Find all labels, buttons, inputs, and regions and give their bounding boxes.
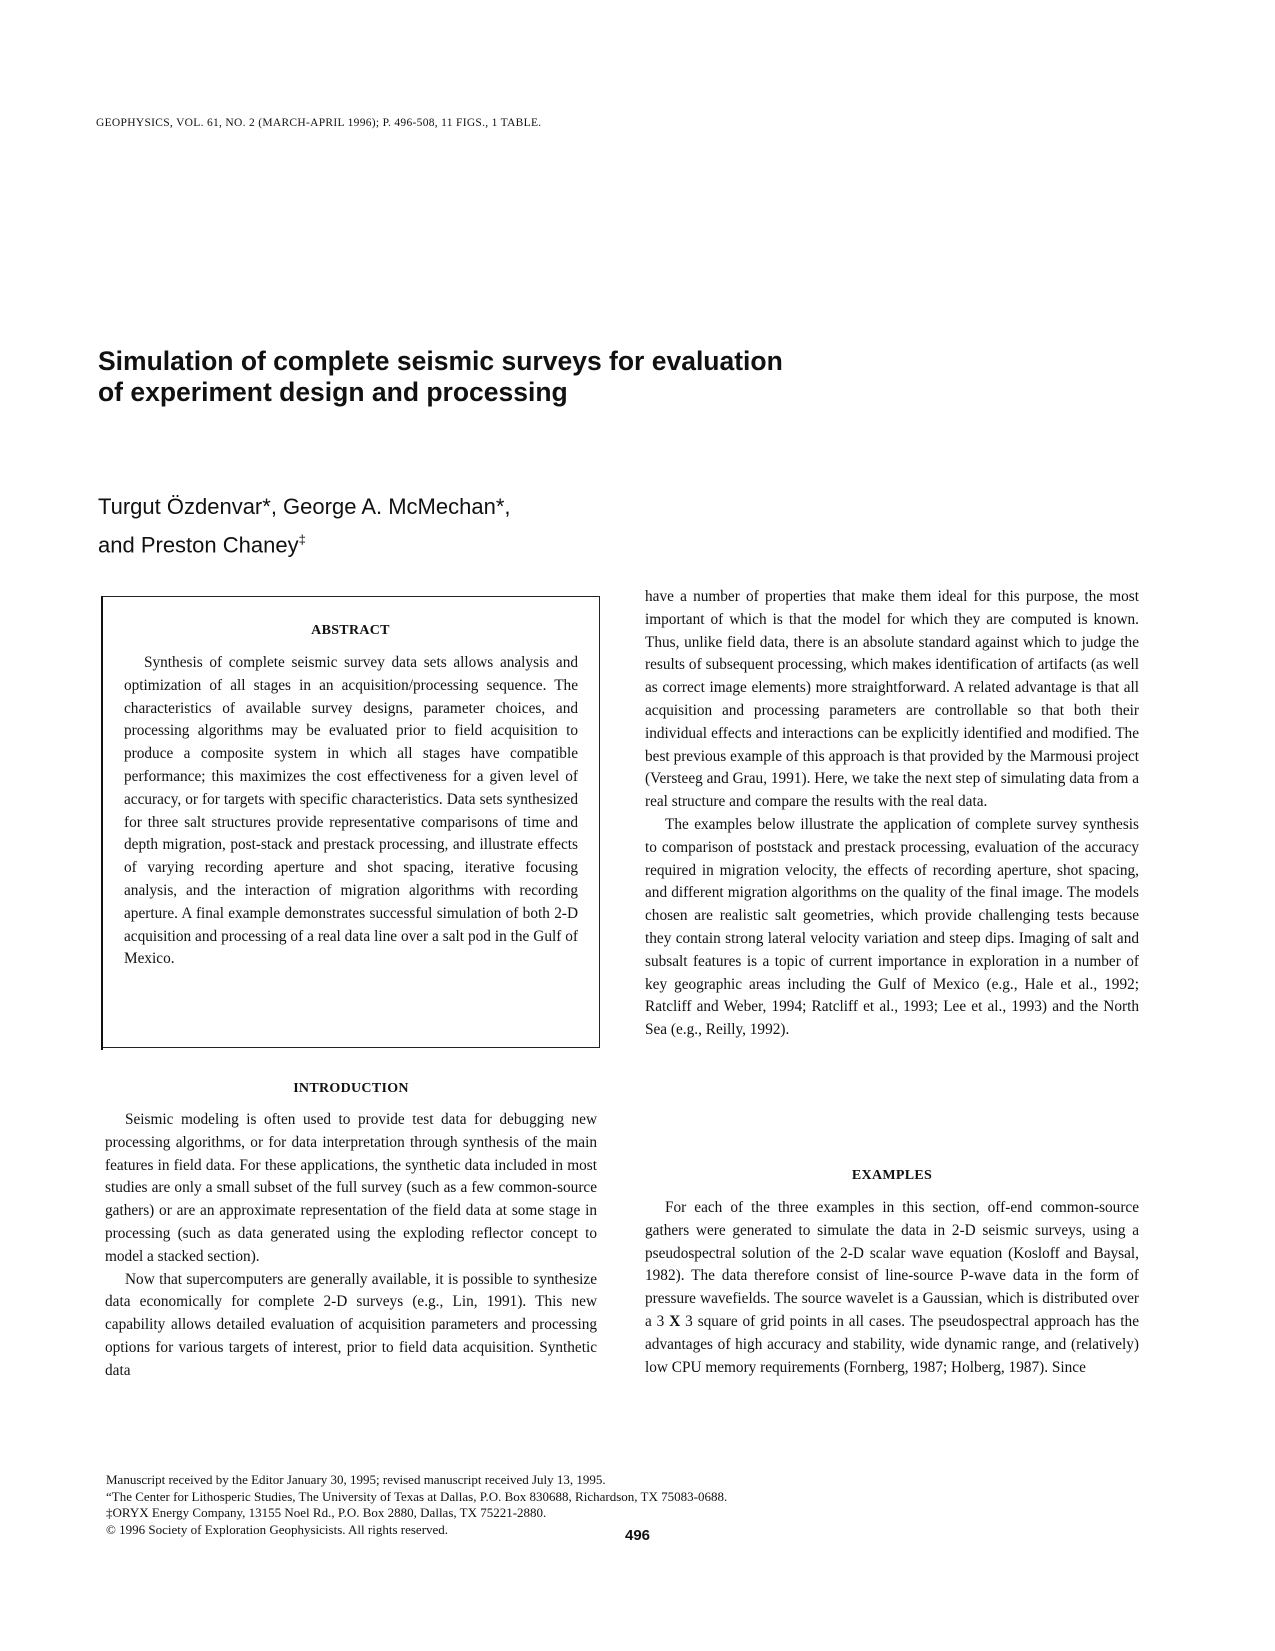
examples-heading: EXAMPLES (851, 1168, 933, 1183)
introduction-heading: INTRODUCTION (293, 1081, 409, 1096)
footnote-affiliation-1: “The Center for Lithosperic Studies, The University of Texas at Dallas, P.O. Box 830688, Richardson, TX 75083-0688. (106, 1488, 728, 1504)
author-list (98, 490, 698, 561)
examples-text-part2: 3 square of grid points in all cases. The pseudospectral approach has the advantages of high accuracy and stability, wide dynamic range, and (relatively) low CPU memory requirements (Fornberg, 1987; Holberg, 1987). Since (645, 1312, 1139, 1376)
page-number: 496 (624, 1527, 651, 1544)
abstract-text: Synthesis of complete seismic survey data sets allows analysis and optimization of all stages in an acquisition/processing sequence. The characteristics of available survey designs, parameter choices, and processing algorithms may be evaluated prior to field acquisition to produce a composite system in which all stages have compatible performance; this maximizes the cost effectiveness for a given level of accuracy, or for targets with specific characteristics. Data sets synthesized for three salt structures provide representative comparisons of time and depth migration, post-stack and prestack processing, and illustrate effects of varying recording aperture and shot spacing, iterative focusing analysis, and the interaction of migration algorithms with recording aperture. A final example demonstrates successful simulation of both 2-D acquisition and processing of a real data line over a salt pod in the Gulf of Mexico. (124, 654, 578, 968)
introduction-body (105, 1109, 597, 1383)
paper-title-line1: Simulation of complete seismic surveys for evaluation (98, 346, 783, 376)
times-symbol: X (669, 1312, 681, 1330)
abstract-heading: ABSTRACT (311, 623, 390, 638)
paper-title-line2: of experiment design and processing (98, 377, 568, 407)
journal-header: GEOPHYSICS, VOL. 61, NO. 2 (MARCH-APRIL 1996); P. 496-508, 11 FIGS., 1 TABLE. (96, 117, 542, 129)
examples-paragraph-1 (645, 1197, 1139, 1379)
footnote-affiliation-2: ‡ORYX Energy Company, 13155 Noel Rd., P.O. Box 2880, Dallas, TX 75221-2880. (106, 1505, 547, 1520)
author-affiliation-mark: ‡ (298, 532, 306, 547)
authors-line2: and Preston Chaney (98, 532, 299, 558)
footnote-received: Manuscript received by the Editor January 30, 1995; revised manuscript received July 13, 1995. (106, 1472, 606, 1487)
introduction-paragraph-1: Seismic modeling is often used to provide test data for debugging new processing algorithms, or for data interpretation through synthesis of the main features in field data. For these applications, the synthetic data included in most studies are only a small subset of the full survey (such as a few common-source gathers) or are an approximate representation of the field data at some stage in processing (such as data generated using the exploding reflector concept to model a stacked section). (105, 1111, 597, 1265)
right-column-body (645, 586, 1139, 1042)
paper-title (98, 346, 878, 408)
right-column-paragraph-2: The examples below illustrate the application of complete survey synthesis to comparison of poststack and prestack processing, evaluation of the accuracy required in migration velocity, the effects of recording aperture, shot spacing, and different migration algorithms on the quality of the final image. The models chosen are realistic salt geometries, which provide challenging tests because they contain strong lateral velocity variation and steep dips. Imaging of salt and subsalt features is a topic of current importance in exploration in a number of key geographic areas including the Gulf of Mexico (e.g., Hale et al., 1992; Ratcliff and Weber, 1994; Ratcliff et al., 1993; Lee et al., 1993) and the North Sea (e.g., Reilly, 1992). (645, 815, 1139, 1039)
examples-text-part1: For each of the three examples in this section, off-end common-source gathers were generated to simulate the data in 2-D seismic surveys, using a pseudospectral solution of the 2-D scalar wave equation (Kosloff and Baysal, 1982). The data therefore consist of line-source P-wave data in the form of pressure wavefields. The source wavelet is a Gaussian, which is distributed over a 3 (645, 1199, 1139, 1330)
footnote-copyright: © 1996 Society of Exploration Geophysicists. All rights reserved. (106, 1521, 449, 1537)
right-column-paragraph-1: have a number of properties that make them ideal for this purpose, the most important of which is that the model for which they are computed is known. Thus, unlike field data, there is an absolute standard against which to judge the results of subsequent processing, which makes identification of artifacts (as well as correct image elements) more straightforward. A related advantage is that all acquisition and processing parameters are controllable so that both their individual effects and interactions can be explicitly identified and modified. The best previous example of this approach is that provided by the Marmousi project (Versteeg and Grau, 1991). Here, we take the next step of simulating data from a real structure and compare the results with the real data. (645, 588, 1139, 811)
authors-line1: Turgut Özdenvar*, George A. McMechan*, (98, 494, 511, 519)
introduction-paragraph-2: Now that supercomputers are generally available, it is possible to synthesize data economically for complete 2-D surveys (e.g., Lin, 1991). This new capability allows detailed evaluation of acquisition parameters and processing options for various targets of interest, prior to field data acquisition. Synthetic data (105, 1270, 597, 1379)
